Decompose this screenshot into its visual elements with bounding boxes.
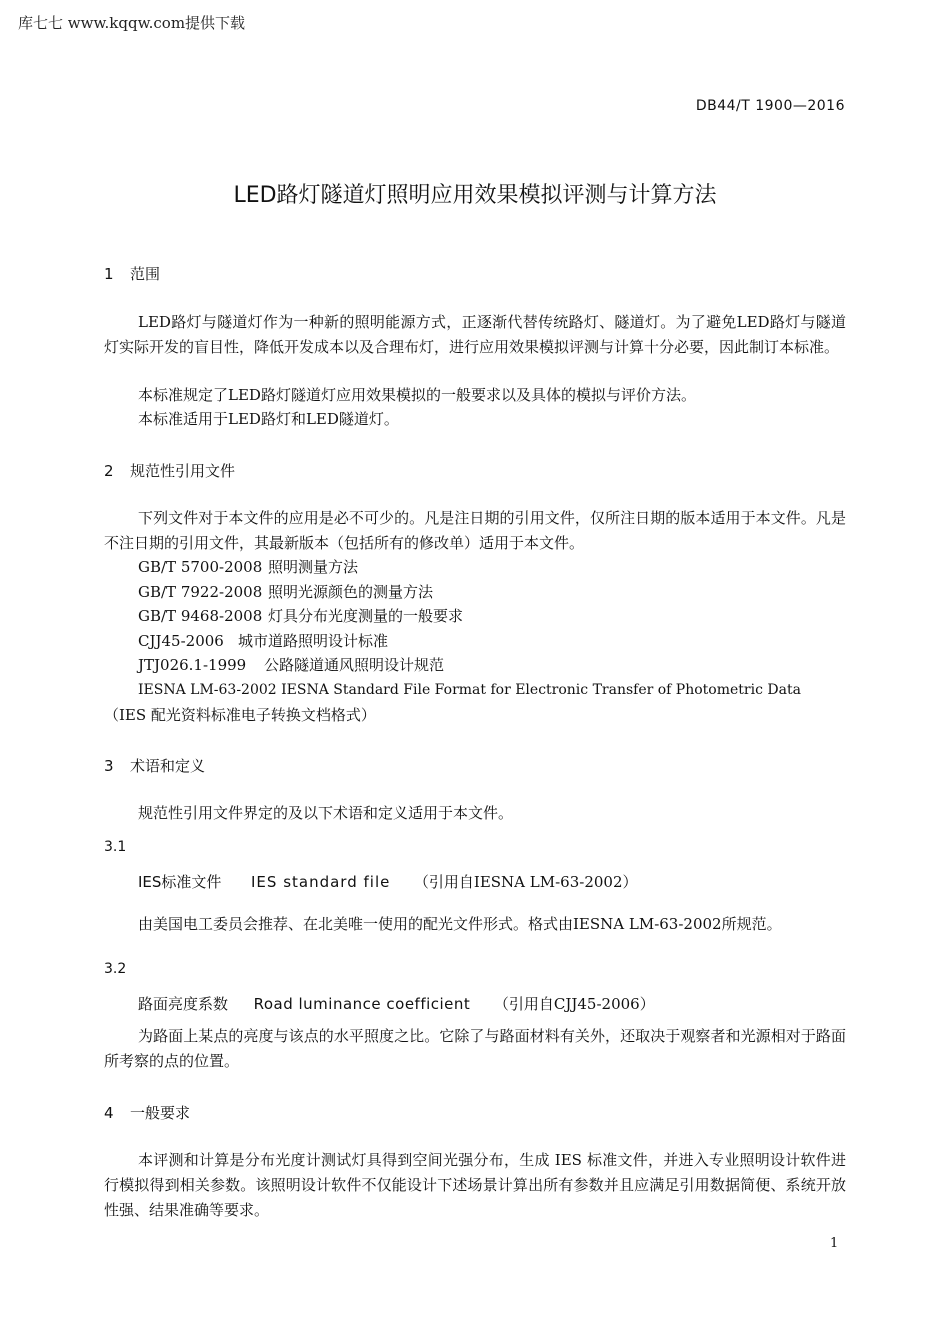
reference-name: 照明测量方法: [268, 558, 359, 576]
section-1-paragraph-1: LED路灯与隧道灯作为一种新的照明能源方式，正逐渐代替传统路灯、隧道灯。为了避免LED路灯与隧道灯实际开发的盲目性，降低开发成本以及合理布灯，进行应用效果模拟评测与计算十分必要，因此制订本标准。: [104, 313, 846, 356]
reference-code: GB/T 5700-2008: [138, 558, 263, 576]
reference-item: [138, 604, 463, 629]
reference-code: JTJ026.1-1999: [138, 656, 247, 674]
ies-reference-line-2: （IES 配光资料标准电子转换文档格式）: [104, 706, 376, 724]
term-source: （引用自IESNA LM-63-2002）: [413, 873, 638, 891]
reference-item: [138, 653, 444, 678]
section-title: 术语和定义: [130, 757, 206, 775]
document-title: LED路灯隧道灯照明应用效果模拟评测与计算方法: [233, 183, 717, 208]
section-4-heading: [104, 1102, 190, 1123]
section-2-intro: 下列文件对于本文件的应用是必不可少的。凡是注日期的引用文件，仅所注日期的版本适用于本文件。凡是不注日期的引用文件，其最新版本（包括所有的修改单）适用于本文件。: [104, 509, 846, 552]
section-3-heading: [104, 755, 205, 776]
watermark-text: 库七七 www.kqqw.com提供下载: [18, 14, 246, 32]
term-cn: IES标准文件: [138, 873, 222, 891]
section-number: 2: [104, 462, 114, 480]
term-3-2-definition: 为路面上某点的亮度与该点的水平照度之比。它除了与路面材料有关外，还取决于观察者和光源相对于路面所考察的点的位置。: [104, 1027, 846, 1070]
page-number: 1: [830, 1236, 839, 1251]
reference-item: [138, 629, 388, 654]
standard-code: DB44/T 1900—2016: [695, 98, 845, 114]
reference-name: 城市道路照明设计标准: [238, 632, 389, 650]
section-number: 4: [104, 1104, 114, 1122]
reference-item: [138, 555, 358, 580]
term-en: Road luminance coefficient: [253, 995, 471, 1013]
term-3-1-number: 3.1: [104, 839, 127, 855]
reference-item: [138, 580, 433, 605]
term-3-2-header: [138, 993, 655, 1014]
section-title: 一般要求: [130, 1104, 191, 1122]
section-1-paragraph-2: 本标准规定了LED路灯隧道灯应用效果模拟的一般要求以及具体的模拟与评价方法。: [138, 386, 696, 404]
reference-name: 灯具分布光度测量的一般要求: [268, 607, 464, 625]
reference-code: GB/T 7922-2008: [138, 583, 263, 601]
reference-name: 照明光源颜色的测量方法: [268, 583, 434, 601]
section-1-paragraph-3: 本标准适用于LED路灯和LED隧道灯。: [138, 410, 399, 428]
section-number: 1: [104, 265, 114, 283]
term-3-2-number: 3.2: [104, 961, 127, 977]
section-number: 3: [104, 757, 114, 775]
reference-code: GB/T 9468-2008: [138, 607, 263, 625]
term-3-1-header: [138, 871, 638, 892]
term-en: IES standard file: [251, 873, 391, 891]
section-title: 范围: [130, 265, 161, 283]
section-1-heading: [104, 263, 160, 284]
term-3-1-definition: 由美国电工委员会推荐、在北美唯一使用的配光文件形式。格式由IESNA LM-63-2002所规范。: [138, 915, 782, 933]
section-4-paragraph-1: 本评测和计算是分布光度计测试灯具得到空间光强分布，生成 IES 标准文件，并进入专业照明设计软件进行模拟得到相关参数。该照明设计软件不仅能设计下述场景计算出所有参数并且应满足引用数据简便、系统开放性强、结果准确等要求。: [104, 1151, 846, 1219]
section-3-intro: 规范性引用文件界定的及以下术语和定义适用于本文件。: [138, 804, 514, 822]
ies-reference-line-1: IESNA LM-63-2002 IESNA Standard File Format for Electronic Transfer of Photometric Data: [138, 682, 801, 698]
term-source: （引用自CJJ45-2006）: [493, 995, 655, 1013]
section-2-heading: [104, 460, 235, 481]
section-title: 规范性引用文件: [130, 462, 236, 480]
term-cn: 路面亮度系数: [138, 995, 229, 1013]
reference-code: CJJ45-2006: [138, 632, 224, 650]
reference-name: 公路隧道通风照明设计规范: [264, 656, 445, 674]
